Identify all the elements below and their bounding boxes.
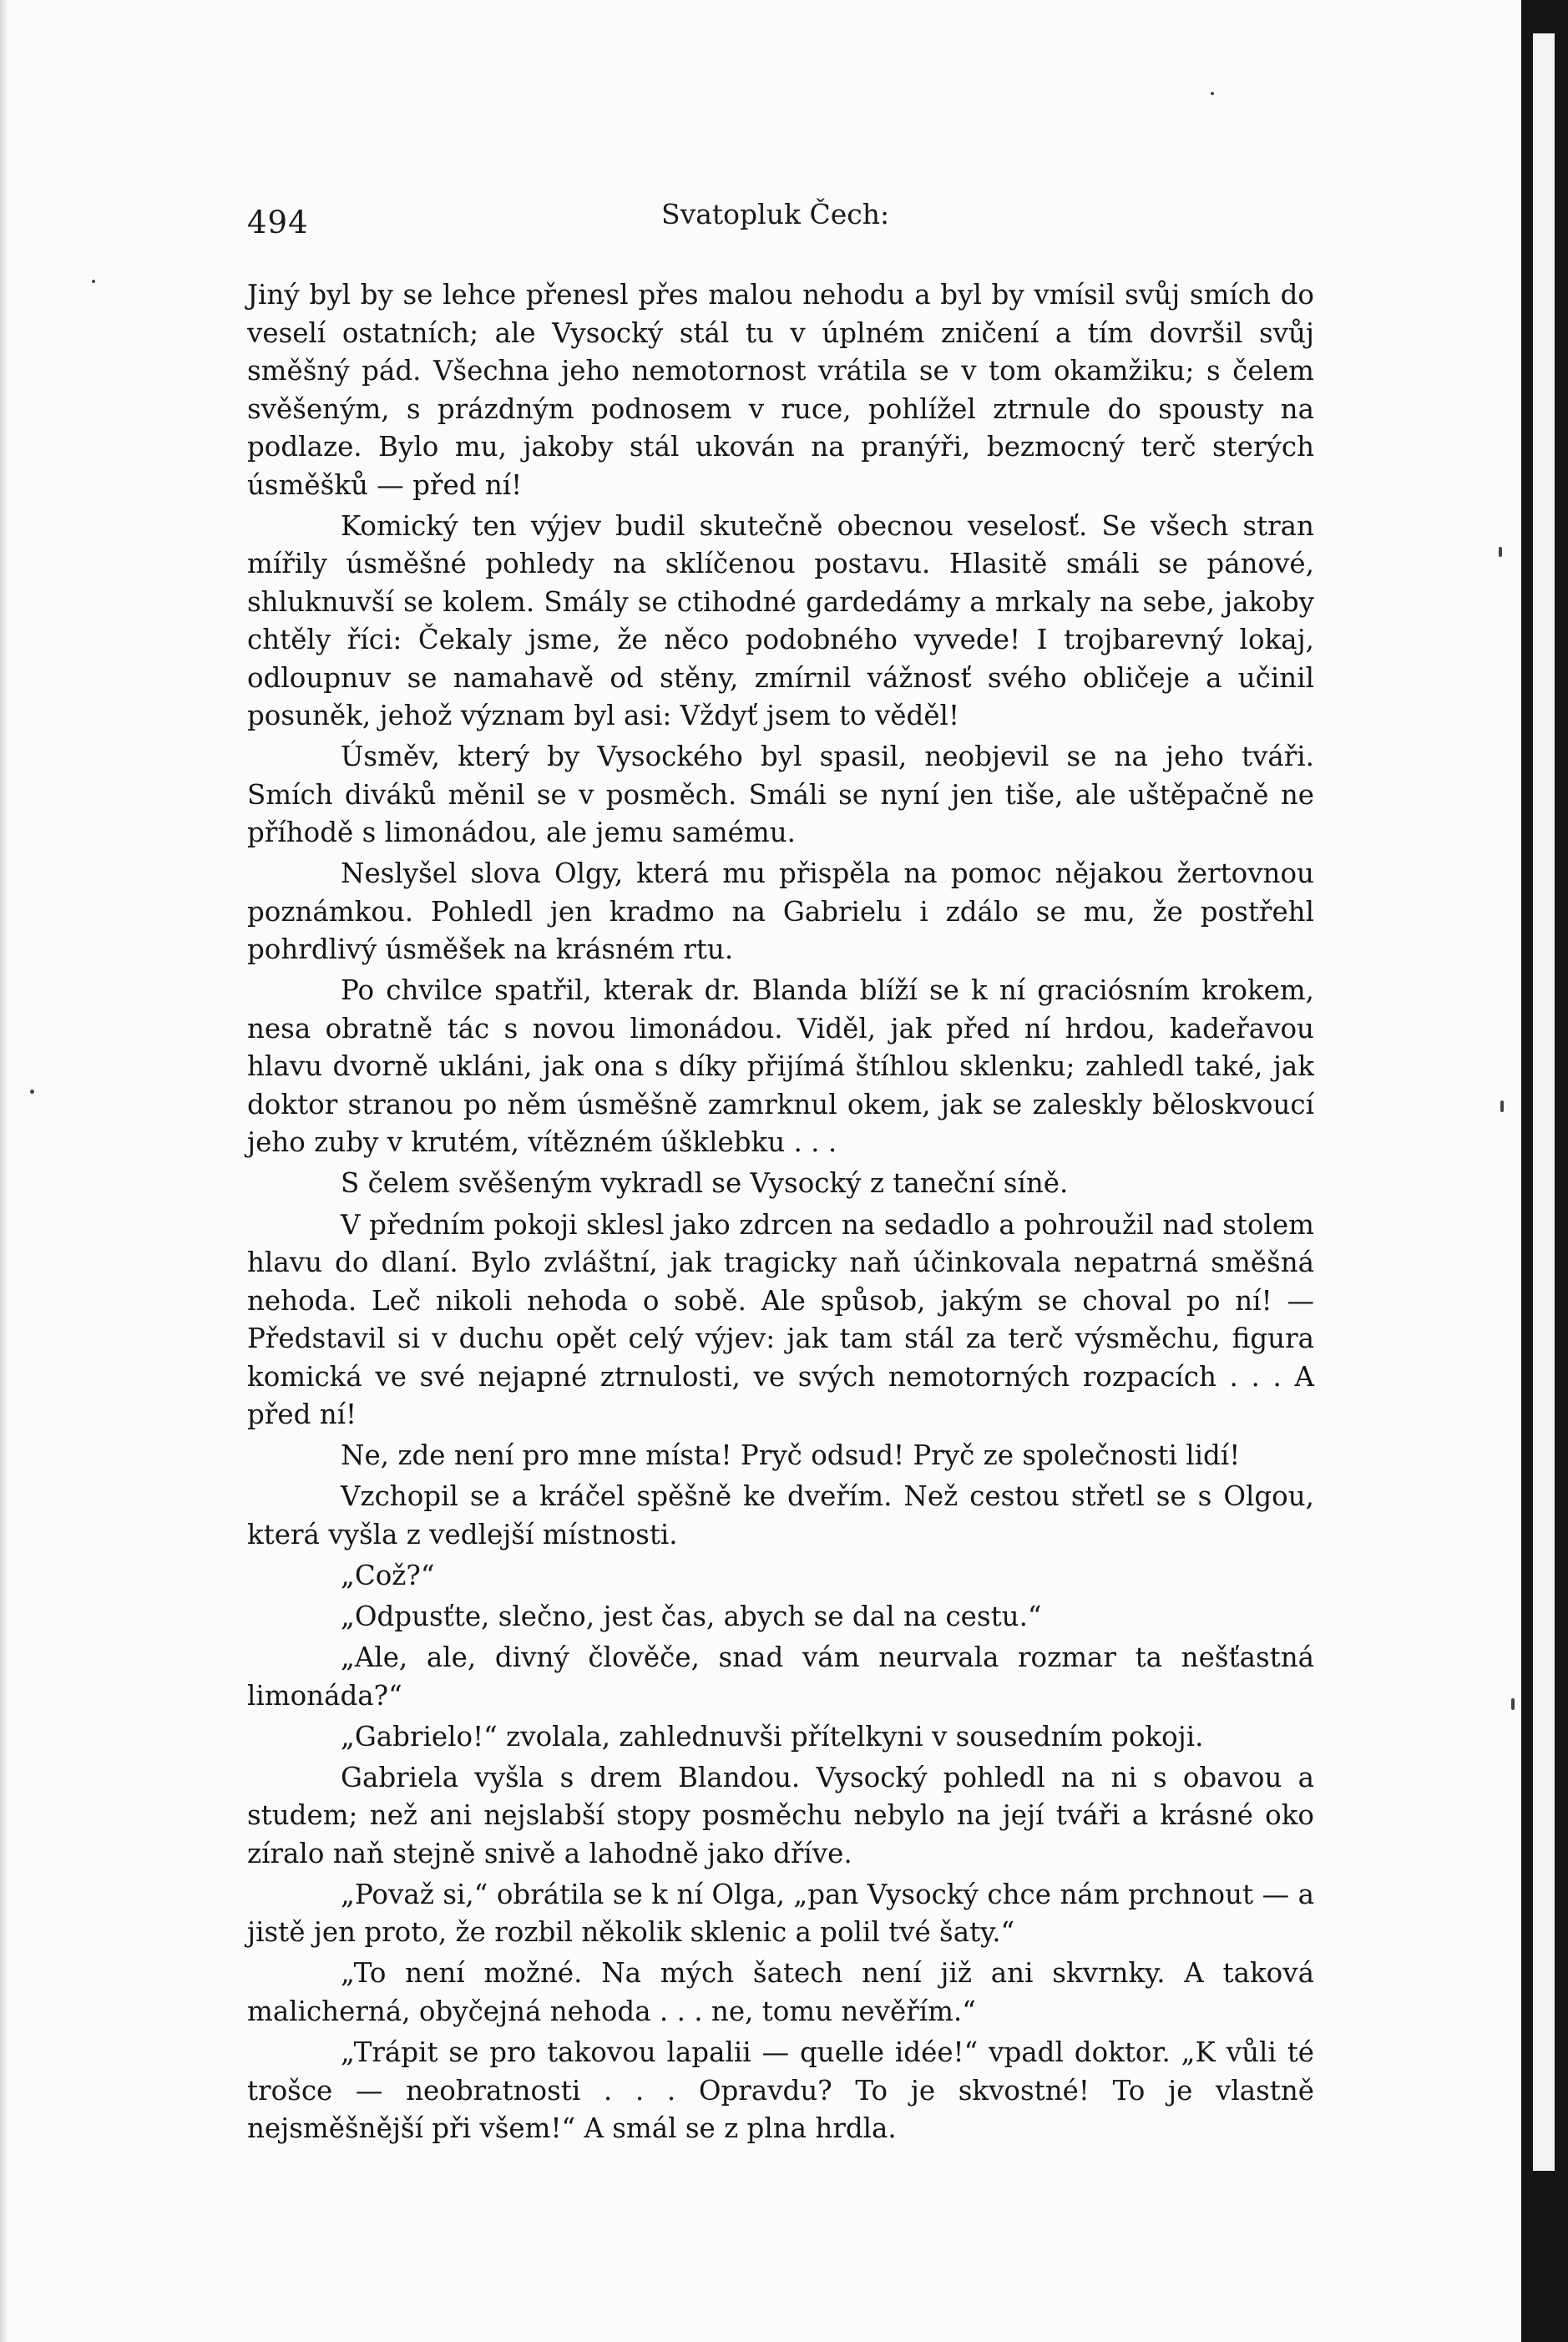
paragraph: V předním pokoji sklesl jako zdrcen na sedadlo a pohroužil nad stolem hlavu do dlaní. Bylo zvláštní, jak tragicky naň účinkovala nepatrná směšná nehoda. Leč nikoli nehoda o sobě. Ale spůsob, jakým se choval po ní! — Představil si v duchu opět celý výjev: jak tam stál za terč výsměchu, figura komická ve své nejapné ztrnulosti, ve svých nemotorných rozpacích . . . A před ní! [247, 1208, 1314, 1431]
paragraph: Ne, zde není pro mne místa! Pryč odsud! Pryč ze společnosti lidí! [341, 1439, 1241, 1472]
paragraph: Komický ten výjev budil skutečně obecnou veselosť. Se všech stran mířily úsměšné pohledy na sklíčenou postavu. Hlasitě smáli se pánové, shluknuvší se kolem. Smály se ctihodné gardedámy a mrkaly na sebe, jakoby chtěly říci: Čekaly jsme, že něco podobného vyvede! I trojbarevný lokaj, odloupnuv se namahavě od stěny, zmírnil vážnosť svého obličeje a učinil posuněk, jehož význam byl asi: Vždyť jsem to věděl! [247, 509, 1314, 732]
dialogue-line: „Což?“ [341, 1559, 435, 1591]
dialogue-line: „Trápit se pro takovou lapalii — quelle idée!“ vpadl doktor. „K vůli té trošce — neobratnosti . . . Opravdu? To je skvostné! To je vlastně nejsměšnější při všem!“ A smál se z plna hrdla. [247, 2036, 1314, 2144]
paragraph: Neslyšel slova Olgy, která mu přispěla na pomoc nějakou žertovnou poznámkou. Pohledl jen kradmo na Gabrielu i zdálo se mu, že postřehl pohrdlivý úsměšek na krásném rtu. [247, 857, 1314, 966]
paragraph: Úsměv, který by Vysockého byl spasil, neobjevil se na jeho tváři. Smích diváků měnil se v posměch. Smáli se nyní jen tiše, ale uštěpačně ne příhodě s limonádou, ale jemu samému. [247, 741, 1314, 849]
dialogue-line: „Ale, ale, divný člověče, snad vám neurvala rozmar ta nešťastná limonáda?“ [247, 1641, 1314, 1712]
paragraph: Jiný byl by se lehce přenesl přes malou nehodu a byl by vmísil svůj smích do veselí ostatních; ale Vysocký stál tu v úplném zničení a tím dovršil svůj směšný pád. Všechna jeho nemotornost vrátila se v tom okamžiku; s čelem svěšeným, s prázdným podnosem v ruce, pohlížel ztrnule do spousty na podlaze. Bylo mu, jakoby stál ukován na pranýři, bezmocný terč sterých úsměšků — před ní! [247, 279, 1314, 501]
dialogue-line: „To není možné. Na mých šatech není již ani skvrnky. A taková malicherná, obyčejná nehoda . . . ne, tomu nevěřím.“ [247, 1957, 1314, 2027]
paragraph: Vzchopil se a kráčel spěšně ke dveřím. Než cestou střetl se s Olgou, která vyšla z vedlejší místnosti. [247, 1480, 1314, 1550]
scan-speck [1211, 92, 1214, 95]
paragraph: Po chvilce spatřil, kterak dr. Blanda blíží se k ní graciósním krokem, nesa obratně tác s novou limonádou. Viděl, jak před ní hrdou, kadeřavou hlavu dvorně ukláni, jak ona s díky přijímá štíhlou sklenku; zahledl také, jak doktor stranou po něm úsměšně zamrknul okem, jak se zaleskly běloskvoucí jeho zuby v krutém, vítězném úšklebku . . . [247, 974, 1314, 1159]
body-text [247, 276, 1314, 2151]
page-number: 494 [247, 205, 309, 240]
scan-speck [92, 280, 95, 283]
scan-right-edge-paper [1533, 33, 1555, 2171]
scan-left-edge [0, 0, 8, 2342]
running-head: Svatopluk Čech: [661, 198, 890, 230]
scan-speck [1500, 1100, 1504, 1112]
dialogue-line: „Považ si,“ obrátila se k ní Olga, „pan Vysocký chce nám prchnout — a jistě jen proto, že rozbil několik sklenic a polil tvé šaty.“ [247, 1878, 1314, 1949]
paragraph: S čelem svěšeným vykradl se Vysocký z taneční síně. [341, 1167, 1069, 1200]
scan-speck [1511, 1698, 1515, 1710]
scan-speck [30, 1090, 34, 1094]
dialogue-line: „Odpusťte, slečno, jest čas, abych se dal na cestu.“ [341, 1600, 1042, 1632]
scan-speck [1499, 547, 1502, 557]
paragraph: Gabriela vyšla s drem Blandou. Vysocký pohledl na ni s obavou a studem; než ani nejslabší stopy posměchu nebylo na její tváři a krásné oko zíralo naň stejně snivě a lahodně jako dříve. [247, 1761, 1314, 1869]
dialogue-line: „Gabrielo!“ zvolala, zahlednuvši přítelkyni v sousedním pokoji. [341, 1720, 1204, 1753]
